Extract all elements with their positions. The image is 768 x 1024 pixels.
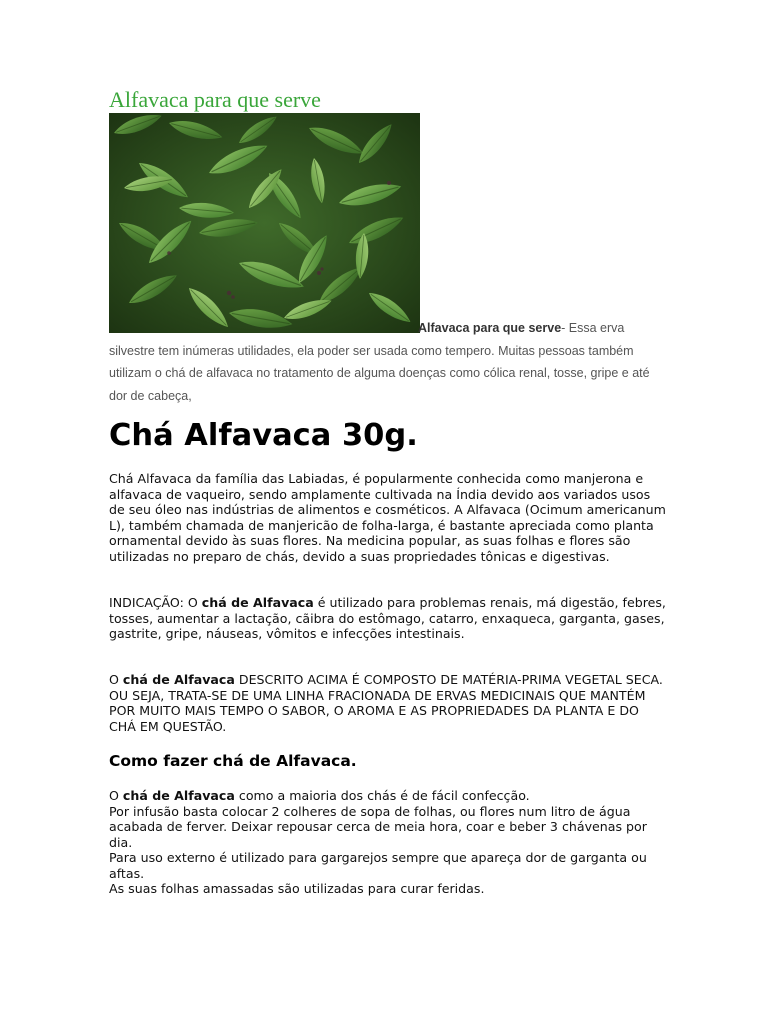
howto-line-4: As suas folhas amassadas são utilizadas para curar feridas. <box>109 881 485 896</box>
howto-heading: Como fazer chá de Alfavaca. <box>109 752 357 770</box>
howto-line-1 <box>109 788 669 804</box>
alfavaca-plant-photo <box>109 113 420 333</box>
indication-paragraph <box>109 595 669 642</box>
composition-prefix: O <box>109 672 123 687</box>
indication-bold: chá de Alfavaca <box>201 595 314 610</box>
howto-section <box>109 788 669 897</box>
howto-line1-text: como a maioria dos chás é de fácil confecção. <box>234 788 530 803</box>
composition-text: DESCRITO ACIMA É COMPOSTO DE MATÉRIA-PRIMA VEGETAL SECA. OU SEJA, TRATA-SE DE UMA LINHA FRACIONADA DE ERVAS MEDICINAIS QUE MANTÉM POR MUITO MAIS TEMPO O SABOR, O AROMA E AS PROPRIEDADES DA PLANTA E DO CHÁ EM QUESTÃO. <box>109 672 663 734</box>
composition-bold: chá de Alfavaca <box>122 672 235 687</box>
intro-text: - Essa erva silvestre tem inúmeras utilidades, ela poder ser usada como tempero. Muitas pessoas também utilizam o chá de alfavaca no tratamento de alguma doenças como cólica renal, tosse, gripe e até dor de cabeça, <box>109 321 650 403</box>
indication-text: é utilizado para problemas renais, má digestão, febres, tosses, aumentar a lactação, cãibra do estômago, catarro, enxaqueca, garganta, gases, gastrite, gripe, náuseas, vômitos e infecções intestinais. <box>109 595 666 641</box>
indication-prefix: INDICAÇÃO: O <box>109 595 202 610</box>
howto-bold: chá de Alfavaca <box>122 788 235 803</box>
composition-paragraph <box>109 672 669 734</box>
howto-line-3: Para uso externo é utilizado para gargarejos sempre que apareça dor de garganta ou aftas. <box>109 850 647 881</box>
article-title: Alfavaca para que serve <box>109 87 321 112</box>
howto-line-2: Por infusão basta colocar 2 colheres de sopa de folhas, ou flores num litro de água acabada de ferver. Deixar repousar cerca de meia hora, coar e beber 3 chávenas por dia. <box>109 803 647 850</box>
intro-paragraph <box>109 317 669 407</box>
product-heading: Chá Alfavaca 30g. <box>109 418 418 453</box>
howto-prefix: O <box>109 788 123 803</box>
intro-lead-bold: Alfavaca para que serve <box>418 321 562 335</box>
description-paragraph: Chá Alfavaca da família das Labiadas, é popularmente conhecida como manjerona e alfavaca de vaqueiro, sendo amplamente cultivada na Índia devido aos variados usos de seu óleo nas indústrias de alimentos e cosméticos. A Alfavaca (Ocimum americanum L), também chamada de manjericão de folha-larga, é bastante apreciada como planta ornamental devido às suas flores. Na medicina popular, as suas folhas e flores são utilizadas no preparo de chás, devido a suas propriedades tônicas e digestivas. <box>109 471 666 564</box>
